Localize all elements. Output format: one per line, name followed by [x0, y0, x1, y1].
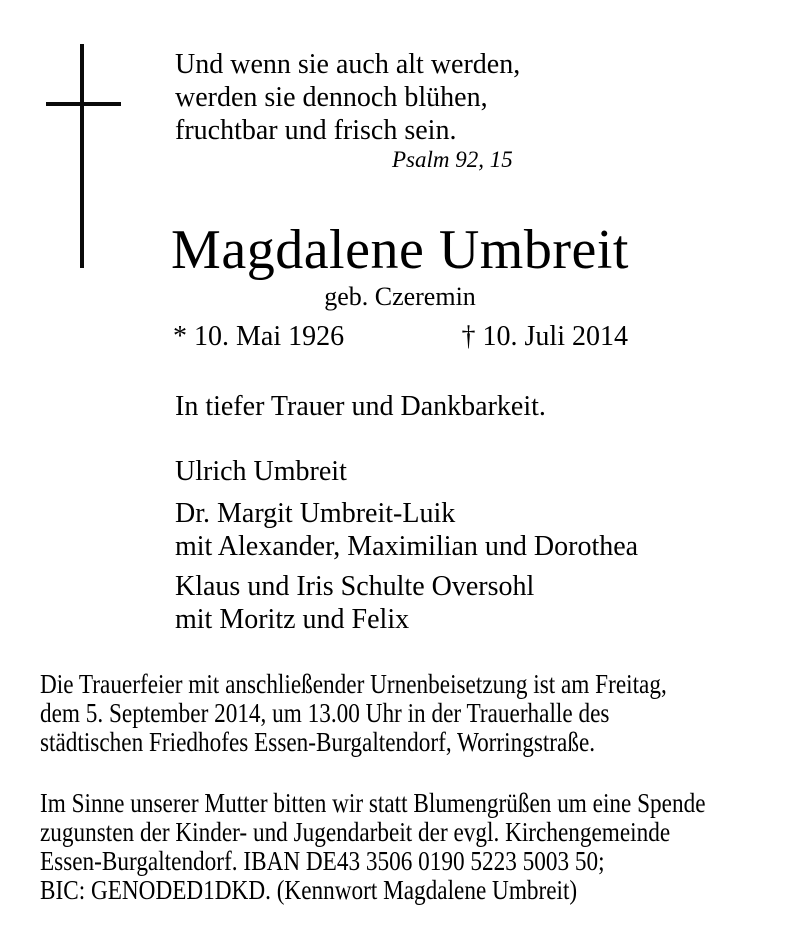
death-date: † 10. Juli 2014 [461, 321, 628, 352]
mourner-group [175, 570, 534, 636]
cross-vertical-bar [80, 44, 84, 268]
verse-line: werden sie dennoch blühen, [175, 82, 488, 113]
deceased-name: Magdalene Umbreit [171, 219, 629, 281]
donation-info-line: BIC: GENODED1DKD. (Kennwort Magdalene Umbreit) [40, 875, 578, 905]
verse-block [175, 48, 520, 147]
donation-info-line: zugunsten der Kinder- und Jugendarbeit der evgl. Kirchengemeinde [40, 817, 671, 847]
donation-info-line: Im Sinne unserer Mutter bitten wir statt Blumengrüßen um eine Spende [40, 788, 706, 818]
donation-info-line: Essen-Burgaltendorf. IBAN DE43 3506 0190 5223 5003 50; [40, 846, 605, 876]
mourner-line: mit Alexander, Maximilian und Dorothea [175, 531, 639, 562]
funeral-info [40, 670, 667, 757]
funeral-info-line: dem 5. September 2014, um 13.00 Uhr in der Trauerhalle des [40, 698, 610, 728]
mourner-line: Dr. Margit Umbreit-Luik [175, 498, 456, 529]
verse-reference: Psalm 92, 15 [392, 147, 513, 172]
mourner-group [175, 497, 638, 563]
mourner-group [175, 455, 347, 488]
birth-name: geb. Czeremin [324, 282, 476, 311]
cross-horizontal-bar [46, 102, 121, 106]
funeral-info-line: städtischen Friedhofes Essen-Burgaltendorf, Worringstraße. [40, 727, 596, 757]
life-dates [165, 321, 628, 353]
mourning-intro: In tiefer Trauer und Dankbarkeit. [175, 391, 546, 422]
mourner-line: mit Moritz und Felix [175, 604, 410, 635]
verse-line: Und wenn sie auch alt werden, [175, 49, 521, 80]
verse-line: fruchtbar und frisch sein. [175, 115, 457, 146]
mourner-line: Ulrich Umbreit [175, 456, 347, 487]
mourner-line: Klaus und Iris Schulte Oversohl [175, 571, 535, 602]
birth-date: * 10. Mai 1926 [173, 321, 345, 352]
funeral-info-line: Die Trauerfeier mit anschließender Urnenbeisetzung ist am Freitag, [40, 669, 667, 699]
donation-info [40, 789, 706, 905]
